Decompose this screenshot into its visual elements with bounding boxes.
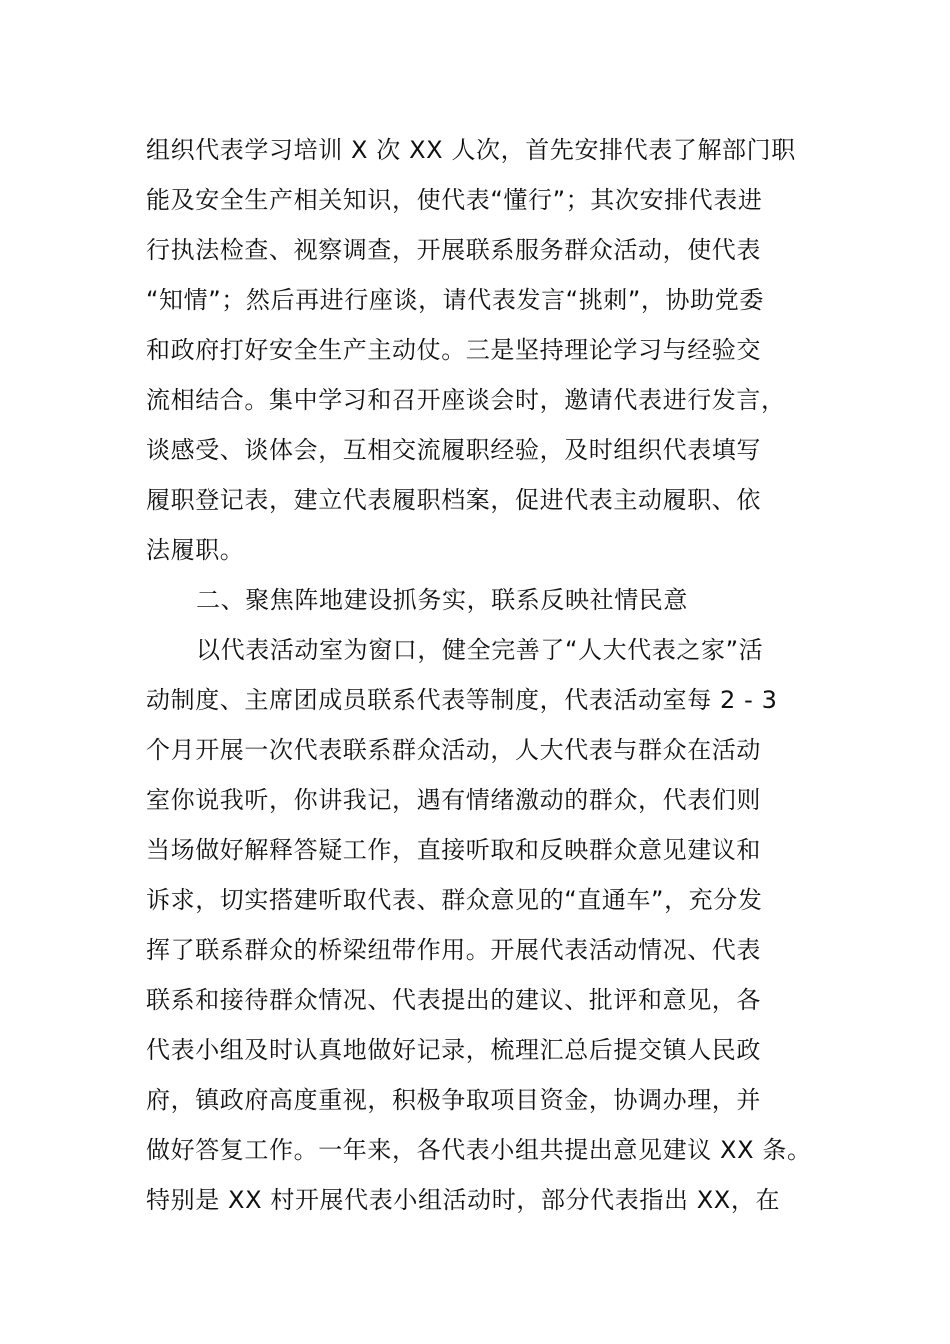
text-line: 动制度、主席团成员联系代表等制度，代表活动室每 2 - 3 — [146, 686, 778, 714]
text-line: 组织代表学习培训 X 次 XX 人次，首先安排代表了解部门职 — [146, 136, 796, 164]
text-line: 室你说我听，你讲我记，遇有情绪激动的群众，代表们则 — [146, 786, 761, 814]
text-line: 能及安全生产相关知识，使代表“懂行”；其次安排代表进 — [146, 186, 763, 214]
text-line: 挥了联系群众的桥梁纽带作用。开展代表活动情况、代表 — [146, 936, 761, 964]
text-line: 府，镇政府高度重视，积极争取项目资金，协调办理，并 — [146, 1086, 761, 1114]
text-line: 联系和接待群众情况、代表提出的建议、批评和意见，各 — [146, 986, 761, 1014]
text-line: 谈感受、谈体会，互相交流履职经验，及时组织代表填写 — [146, 436, 761, 464]
text-line: 特别是 XX 村开展代表小组活动时，部分代表指出 XX，在 — [146, 1186, 781, 1214]
text-line: 法履职。 — [146, 536, 245, 564]
text-line: 代表小组及时认真地做好记录，梳理汇总后提交镇人民政 — [146, 1036, 761, 1064]
text-line: 个月开展一次代表联系群众活动，人大代表与群众在活动 — [146, 736, 761, 764]
text-line: 做好答复工作。一年来，各代表小组共提出意见建议 XX 条。 — [146, 1136, 812, 1164]
text-line: 流相结合。集中学习和召开座谈会时，邀请代表进行发言， — [146, 386, 786, 414]
text-line: 当场做好解释答疑工作，直接听取和反映群众意见建议和 — [146, 836, 761, 864]
text-line: 诉求，切实搭建听取代表、群众意见的“直通车”，充分发 — [146, 886, 763, 914]
paragraph-first-line: 以代表活动室为窗口，健全完善了“人大代表之家”活 — [196, 636, 764, 664]
text-line: 履职登记表，建立代表履职档案，促进代表主动履职、依 — [146, 486, 761, 514]
section-heading: 二、聚焦阵地建设抓务实，联系反映社情民意 — [196, 586, 688, 614]
text-line: 和政府打好安全生产主动仗。三是坚持理论学习与经验交 — [146, 336, 761, 364]
text-line: 行执法检查、视察调查，开展联系服务群众活动，使代表 — [146, 236, 761, 264]
text-line: “知情”；然后再进行座谈，请代表发言“挑刺”，协助党委 — [146, 286, 764, 314]
